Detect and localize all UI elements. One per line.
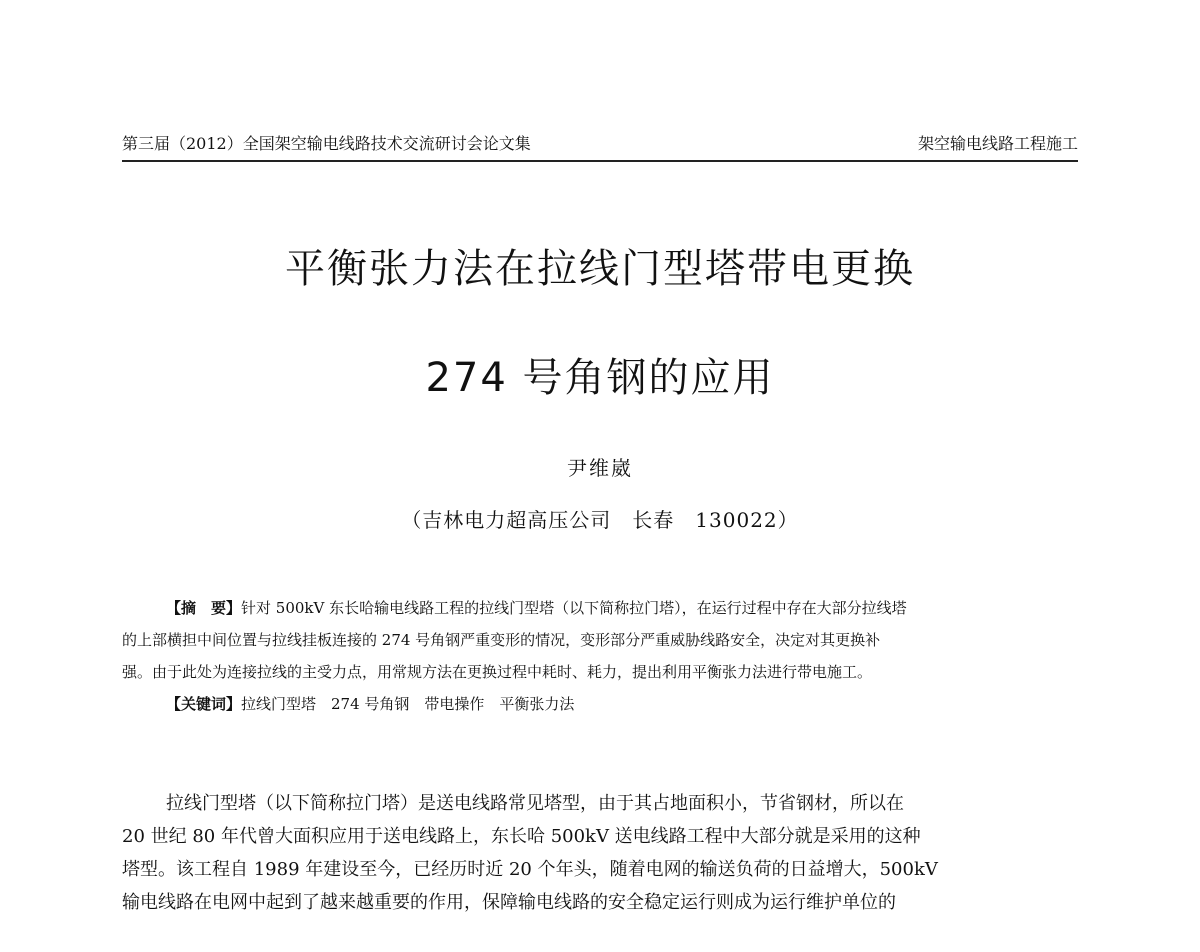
body-line: 拉线门型塔（以下简称拉门塔）是送电线路常见塔型，由于其占地面积小，节省钢材，所以在 [166, 793, 904, 814]
running-header [122, 128, 1078, 162]
abstract-line: 的上部横担中间位置与拉线挂板连接的 274 号角钢严重变形的情况，变形部分严重威胁线路安全，决定对其更换补 [122, 631, 881, 649]
body-paragraph [122, 787, 1078, 919]
keywords-label: 【关键词】 [166, 695, 242, 713]
body-line: 塔型。该工程自 1989 年建设至今，已经历时近 20 个年头，随着电网的输送负荷的日益增大，500kV [122, 859, 938, 880]
header-proceedings-title: 第三届（2012）全国架空输电线路技术交流研讨会论文集 [122, 134, 531, 153]
body-line: 输电线路在电网中起到了越来越重要的作用，保障输电线路的安全稳定运行则成为运行维护单位的 [122, 892, 896, 913]
paper-title-line-1: 平衡张力法在拉线门型塔带电更换 [285, 246, 915, 292]
body-line: 20 世纪 80 年代曾大面积应用于送电线路上，东长哈 500kV 送电线路工程中大部分就是采用的这种 [122, 826, 921, 847]
keywords-line [122, 688, 1078, 720]
abstract-block [122, 592, 1078, 720]
author-name: 尹维崴 [567, 456, 633, 480]
abstract-line: 强。由于此处为连接拉线的主受力点，用常规方法在更换过程中耗时、耗力，提出利用平衡张力法进行带电施工。 [122, 663, 873, 681]
abstract-text: 针对 500kV 东长哈输电线路工程的拉线门型塔（以下简称拉门塔），在运行过程中存在大部分拉线塔 [241, 599, 907, 617]
abstract-line [122, 592, 1078, 624]
author-affiliation: （吉林电力超高压公司 长春 130022） [401, 508, 799, 532]
header-section-name: 架空输电线路工程施工 [917, 134, 1078, 153]
paper-title-line-2: 274 号角钢的应用 [425, 355, 775, 401]
keywords-text: 拉线门型塔 274 号角钢 带电操作 平衡张力法 [241, 695, 575, 713]
abstract-label: 【摘 要】 [166, 599, 242, 617]
